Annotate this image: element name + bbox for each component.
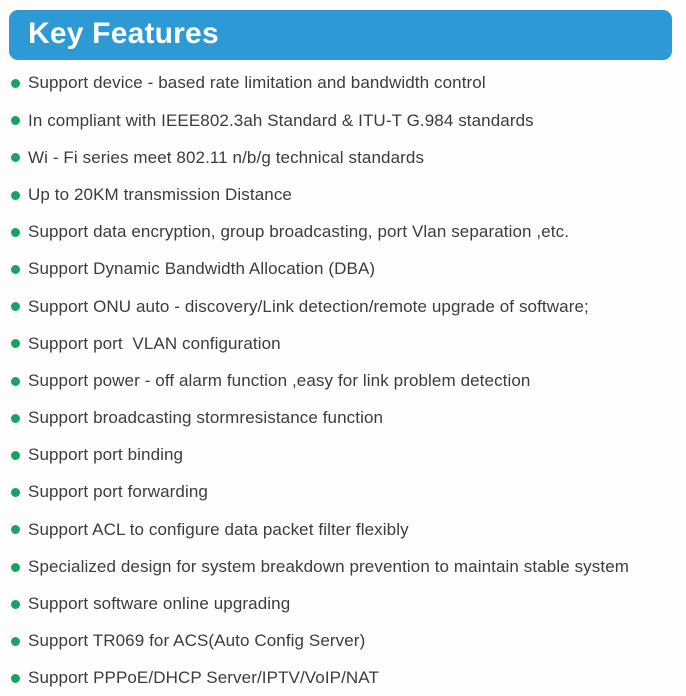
feature-text: Up to 20KM transmission Distance <box>28 184 292 204</box>
feature-text: Specialized design for system breakdown prevention to maintain stable system <box>28 556 630 576</box>
feature-text: Wi - Fi series meet 802.11 n/b/g technical standards <box>28 147 425 167</box>
bullet-icon <box>11 79 20 88</box>
bullet-icon <box>11 451 20 460</box>
bullet-icon <box>11 674 20 683</box>
feature-text: Support device - based rate limitation and bandwidth control <box>28 73 486 93</box>
feature-item <box>0 400 686 437</box>
feature-item <box>0 214 686 251</box>
feature-item <box>0 511 686 548</box>
feature-item <box>0 102 686 139</box>
bullet-icon <box>11 488 20 497</box>
bullet-icon <box>11 153 20 162</box>
feature-text: Support port VLAN configuration <box>28 333 281 353</box>
feature-text: Support ONU auto - discovery/Link detection/remote upgrade of software; <box>28 296 589 316</box>
bullet-icon <box>11 637 20 646</box>
feature-text: Support PPPoE/DHCP Server/IPTV/VoIP/NAT <box>28 668 379 688</box>
feature-list <box>0 65 686 696</box>
feature-item <box>0 363 686 400</box>
bullet-icon <box>11 191 20 200</box>
feature-text: Support port forwarding <box>28 482 208 502</box>
feature-item <box>0 177 686 214</box>
feature-text: Support port binding <box>28 445 184 465</box>
feature-text: Support Dynamic Bandwidth Allocation (DBA) <box>28 259 376 279</box>
bullet-icon <box>11 228 20 237</box>
section-header <box>9 10 672 60</box>
feature-item <box>0 139 686 176</box>
bullet-icon <box>11 377 20 386</box>
feature-text: Support TR069 for ACS(Auto Config Server) <box>28 631 366 651</box>
bullet-icon <box>11 414 20 423</box>
feature-text: Support power - off alarm function ,easy for link problem detection <box>28 370 531 390</box>
feature-text: Support ACL to configure data packet filter flexibly <box>28 519 409 539</box>
page-title: Key Features <box>28 16 219 50</box>
bullet-icon <box>11 116 20 125</box>
bullet-icon <box>11 563 20 572</box>
feature-text: Support broadcasting stormresistance function <box>28 408 384 428</box>
bullet-icon <box>11 525 20 534</box>
feature-item <box>0 548 686 585</box>
feature-item <box>0 623 686 660</box>
feature-item <box>0 474 686 511</box>
feature-item <box>0 325 686 362</box>
feature-item <box>0 288 686 325</box>
feature-item <box>0 437 686 474</box>
bullet-icon <box>11 339 20 348</box>
feature-text: In compliant with IEEE802.3ah Standard & ITU-T G.984 standards <box>28 110 534 130</box>
feature-item <box>0 660 686 696</box>
feature-text: Support software online upgrading <box>28 594 291 614</box>
feature-item <box>0 65 686 102</box>
feature-text: Support data encryption, group broadcasting, port Vlan separation ,etc. <box>28 222 570 242</box>
bullet-icon <box>11 302 20 311</box>
feature-item <box>0 251 686 288</box>
bullet-icon <box>11 265 20 274</box>
feature-item <box>0 586 686 623</box>
bullet-icon <box>11 600 20 609</box>
